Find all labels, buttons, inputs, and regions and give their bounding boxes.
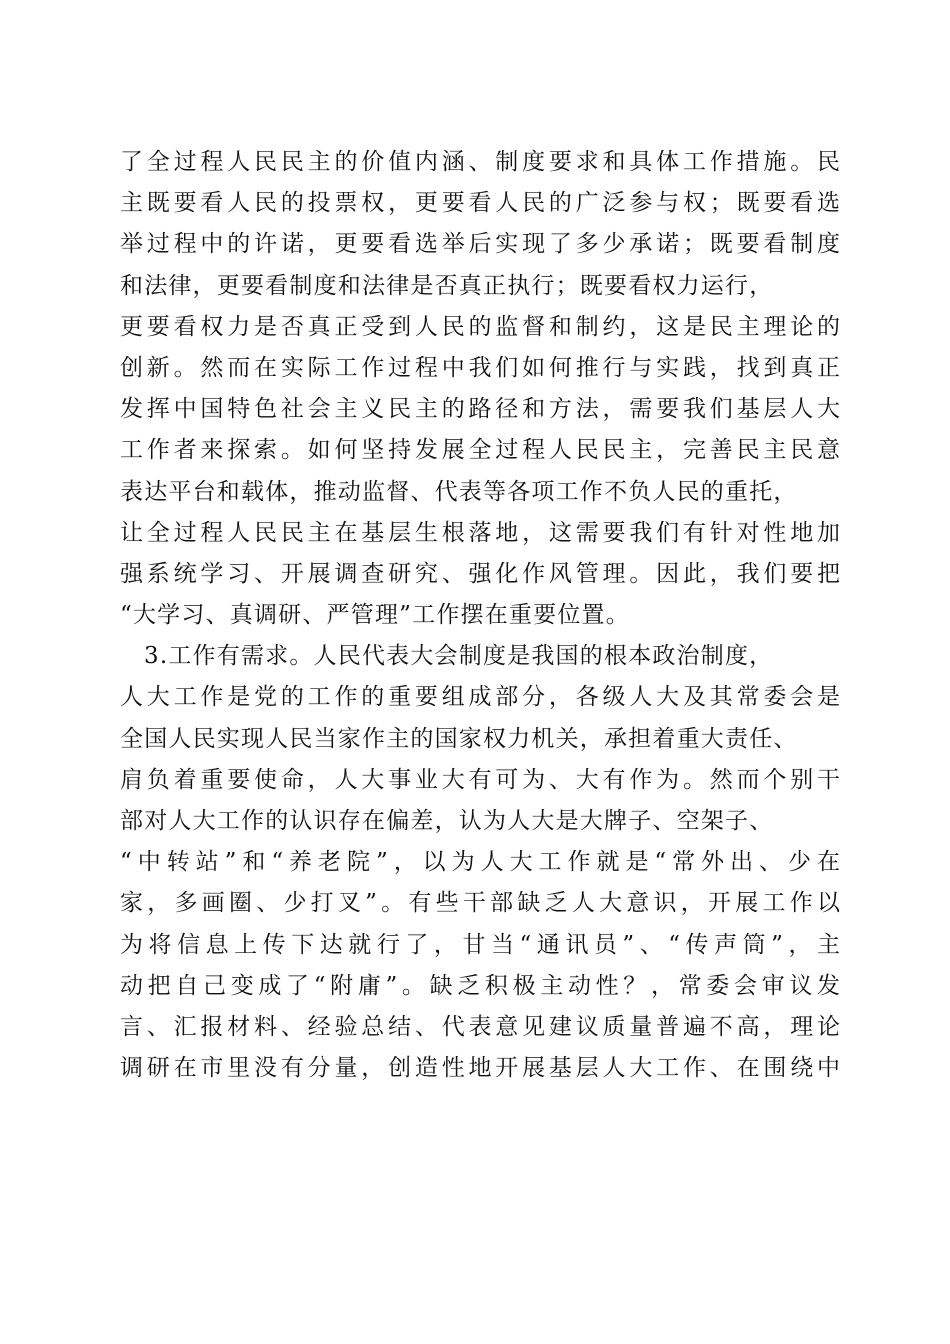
text-line: 部对人大工作的认识存在偏差，认为人大是大牌子、空架子、 [120,808,774,834]
text-line: 工作者来探索。如何坚持发展全过程人民民主，完善民主民意 [120,437,840,464]
text-line: 强系统学习、开展调查研究、强化作风管理。因此，我们要把 [120,560,840,587]
text-line: 调研在市里没有分量，创造性地开展基层人大工作、在围绕中 [120,1055,840,1082]
text-line: 发挥中国特色社会主义民主的路径和方法，需要我们基层人大 [120,396,840,423]
text-line: 家，多画圈、少打叉”。有些干部缺乏人大意识，开展工作以 [120,890,840,917]
text-line: 动把自己变成了“附庸”。缺乏积极主动性？，常委会审议发 [120,972,840,999]
text-line: 了全过程人民民主的价值内涵、制度要求和具体工作措施。民 [120,149,840,175]
text-line: 人大工作是党的工作的重要组成部分，各级人大及其常委会是 [120,684,840,711]
text-line: 言、汇报材料、经验总结、代表意见建议质量普遍不高，理论 [120,1013,840,1040]
text-line: “中转站”和“养老院”，以为人大工作就是“常外出、少在 [120,849,840,876]
text-line: 主既要看人民的投票权，更要看人民的广泛参与权；既要看选 [120,190,840,217]
text-line: 表达平台和载体，推动监督、代表等各项工作不负人民的重托， [120,478,798,505]
text-line: “大学习、真调研、严管理”工作摆在重要位置。 [120,602,630,629]
text-line: 举过程中的许诺，更要看选举后实现了多少承诺；既要看制度 [120,231,840,258]
section-heading-line: 3.工作有需求。人民代表大会制度是我国的根本政治制度， [144,643,774,670]
text-line: 全国人民实现人民当家作主的国家权力机关，承担着重大责任、 [120,725,798,752]
text-line: 让全过程人民民主在基层生根落地，这需要我们有针对性地加 [120,519,840,546]
text-line: 和法律，更要看制度和法律是否真正执行；既要看权力运行， [120,272,774,299]
document-body [120,142,840,1089]
text-line: 肩负着重要使命，人大事业大有可为、大有作为。然而个别干 [120,766,840,793]
text-line: 为将信息上传下达就行了，甘当“通讯员”、“传声筒”，主 [120,931,840,958]
text-line: 创新。然而在实际工作过程中我们如何推行与实践，找到真正 [120,354,840,381]
text-line: 更要看权力是否真正受到人民的监督和制约，这是民主理论的 [120,313,840,340]
